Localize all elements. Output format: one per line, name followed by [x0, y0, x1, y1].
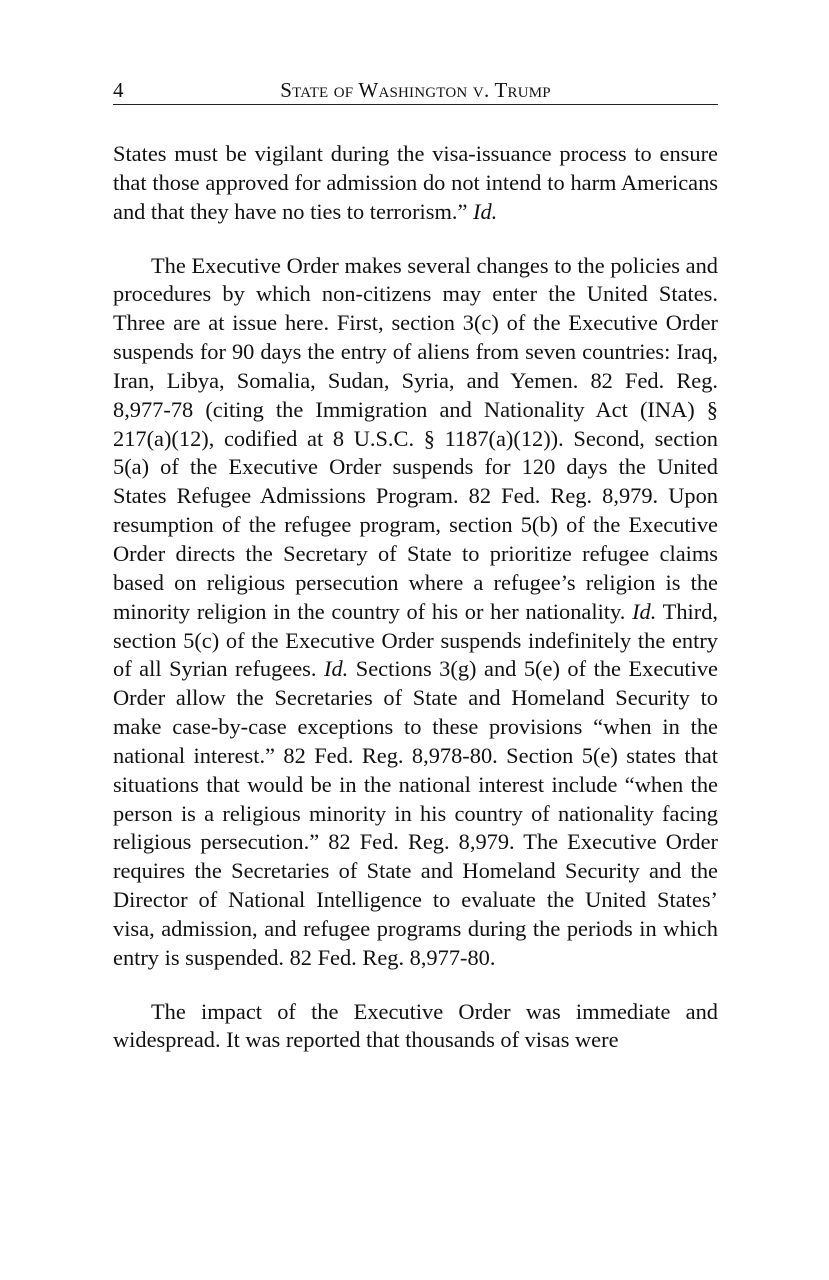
running-header [113, 76, 718, 105]
text-segment: States must be vigilant during the visa-issuance process to ensure that those approved for admission do not intend to harm Americans and that they have no ties to terrorism.” [113, 141, 718, 224]
text-segment: The impact of the Executive Order was immediate and widespread. It was reported that thousands of visas were [113, 998, 718, 1053]
paragraph-impact [113, 998, 718, 1056]
body-text [113, 140, 718, 1055]
citation-id: Id. [324, 656, 349, 682]
case-title [113, 76, 718, 104]
page-number: 4 [113, 78, 124, 102]
text-segment: Third, section 5(c) of the Executive Order suspends indefinitely the entry of all Syrian refugees. [113, 598, 718, 682]
text-segment: Sections 3(g) and 5(e) of the Executive Order allow the Secretaries of State and Homeland Security to make case-by-case exceptions to these provisions “when in the national interest.” 82 Fed. Reg. 8,978-80. Section 5(e) states that situations that would be in the national interest include “when the person is a religious minority in his country of nationality facing religious persecution.” 82 Fed. Reg. 8,979. The Executive Order requires the Secretaries of State and Homeland Security and the Director of National Intelligence to evaluate the United States’ visa, admission, and refugee programs during the periods in which entry is suspended. 82 Fed. Reg. 8,977-80. [113, 656, 718, 970]
case-title-text: State of Washington v. Trump [280, 78, 551, 102]
citation-id: Id. [473, 198, 498, 224]
text-segment: The Executive Order makes several changes to the policies and procedures by which non-citizens may enter the United States. Three are at issue here. First, section 3(c) of the Executive Order suspends for 90 days the entry of aliens from seven countries: Iraq, Iran, Libya, Somalia, Sudan, Syria, and Yemen. 82 Fed. Reg. 8,977-78 (citing the Immigration and Nationality Act (INA) § 217(a)(12), codified at 8 U.S.C. § 1187(a)(12)). Second, section 5(a) of the Executive Order suspends for 120 days the United States Refugee Admissions Program. 82 Fed. Reg. 8,979. Upon resumption of the refugee program, section 5(b) of the Executive Order directs the Secretary of State to prioritize refugee claims based on religious persecution where a refugee’s religion is the minority religion in the country of his or her nationality. [113, 252, 718, 624]
document-page [113, 76, 718, 1055]
paragraph-continuation [113, 140, 718, 227]
citation-id: Id. [632, 598, 657, 624]
paragraph-executive-order [113, 252, 718, 973]
